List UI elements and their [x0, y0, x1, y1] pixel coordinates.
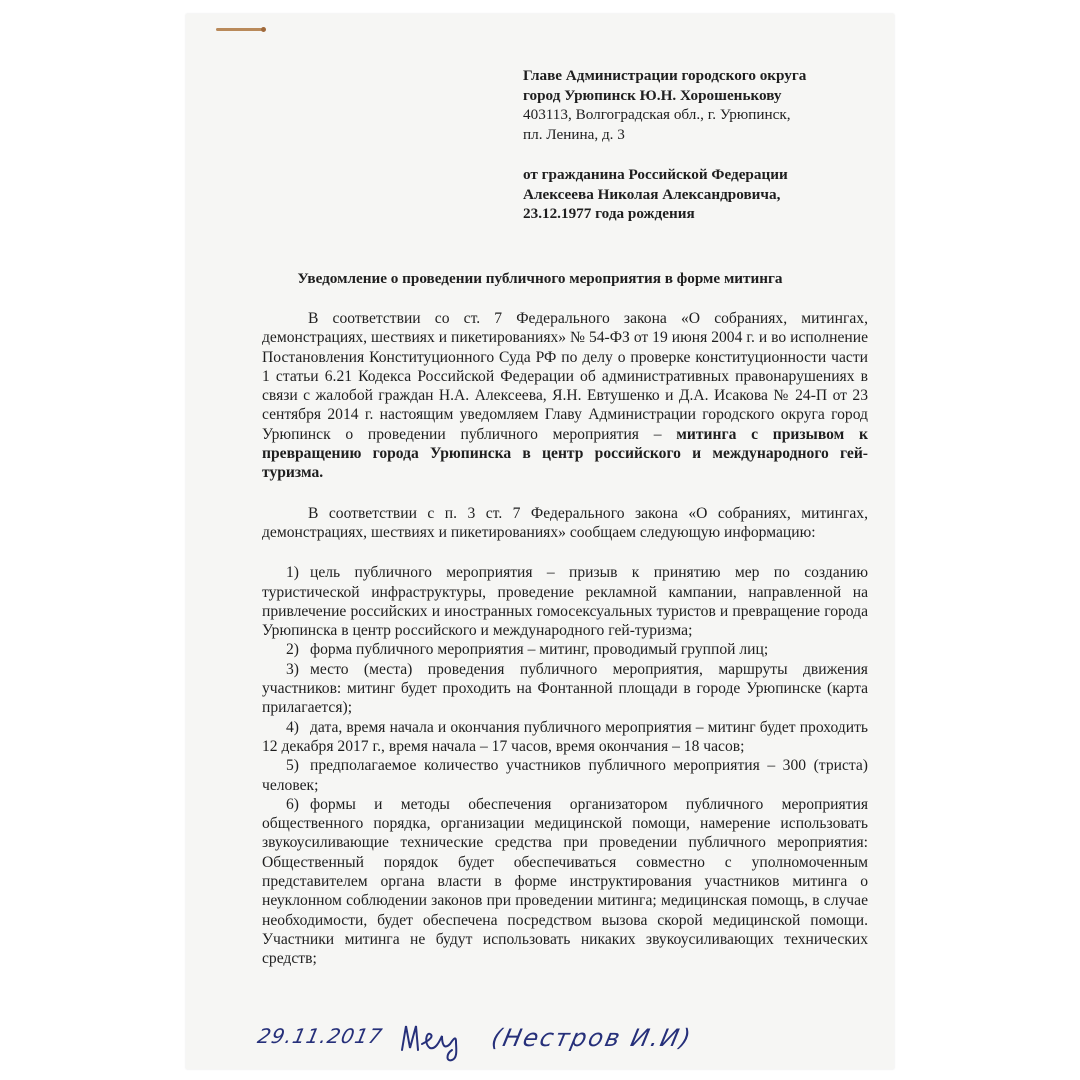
sender-line-3: 23.12.1977 года рождения	[523, 205, 695, 222]
addressee-line-2: город Урюпинск Ю.Н. Хорошенькову	[523, 86, 782, 104]
list-item-number: 2)	[286, 641, 299, 659]
paragraph-1-bold: митинга с призывом к превращению города Урюпинска в центр российского и международного гей-туризма.	[262, 425, 868, 482]
document-body	[262, 309, 868, 969]
list-item	[262, 563, 868, 640]
addressee-block	[523, 66, 863, 224]
sender-block	[523, 165, 863, 224]
sender-line-2: Алексеева Николая Александровича,	[523, 185, 781, 203]
addressee-line-4: пл. Ленина, д. 3	[523, 125, 625, 143]
info-list	[262, 563, 868, 968]
list-item-text: цель публичного мероприятия – призыв к принятию мер по созданию туристической инфраструктуры, проведение рекламной кампании, направленной на привлечение российских и иностранных гомосексуальных туристов и превращение города Урюпинска в центр российского и международного гей-туризма;	[262, 564, 868, 640]
list-item	[262, 756, 868, 795]
handwritten-date: 29.11.2017	[255, 1024, 386, 1048]
list-item	[262, 718, 868, 757]
list-item	[262, 795, 868, 969]
list-item	[262, 660, 868, 718]
list-item-number: 1)	[286, 564, 299, 582]
handwritten-name: (Нестров И.И)	[489, 1024, 695, 1052]
paragraph-2: В соответствии с п. 3 ст. 7 Федерального закона «О собраниях, митингах, демонстрациях, шествиях и пикетированиях» сообщаем следующую информацию:	[262, 504, 868, 541]
list-item-text: форма публичного мероприятия – митинг, проводимый группой лиц;	[310, 641, 769, 659]
document-title: Уведомление о проведении публичного мероприятия в форме митинга	[297, 270, 783, 287]
paragraph-1-text: В соответствии со ст. 7 Федерального закона «О собраниях, митингах, демонстрациях, шествиях и пикетированиях» № 54-ФЗ от 19 июня 2004 г. и во исполнение Постановления Конституционного Суда РФ по делу о проверке конституционности части 1 статьи 6.21 Кодекса Российской Федерации об административных правонарушениях в связи с жалобой граждан Н.А. Алексеева, Я.Н. Евтушенко и Д.А. Исакова № 24-П от 23 сентября 2014 г. настоящим уведомляем Главу Администрации городского округа город Урюпинск о проведении публичного мероприятия –	[262, 310, 868, 443]
sender-line-1: от гражданина Российской Федерации	[523, 166, 788, 183]
addressee-line-3: 403113, Волгоградская обл., г. Урюпинск,	[523, 106, 791, 123]
document-page	[186, 14, 894, 1069]
list-item-text: дата, время начала и окончания публичного мероприятия – митинг будет проходить 12 декабря 2017 г., время начала – 17 часов, время окончания – 18 часов;	[262, 718, 868, 755]
list-item-number: 5)	[286, 757, 299, 775]
list-item	[262, 640, 868, 659]
staple-mark	[216, 28, 262, 31]
list-item-number: 3)	[286, 660, 299, 678]
list-item-number: 6)	[286, 795, 299, 813]
list-item-text: формы и методы обеспечения организатором публичного мероприятия общественного порядка, организации медицинской помощи, намерение использовать звукоусиливающие технические средства при проведении публичного мероприятия: Общественный порядок будет обеспечиваться совместно с уполномоченным представителем органа власти в форме инструктирования участников митинга о неуклонном соблюдении законов при проведении митинга; медицинская помощь, в случае необходимости, будет обеспечена посредством вызова скорой медицинской помощи. Участники митинга не будут использовать никаких звукоусиливающих технических средств;	[262, 795, 868, 968]
list-item-number: 4)	[286, 718, 299, 736]
list-item-text: место (места) проведения публичного мероприятия, маршруты движения участников: митинг будет проходить на Фонтанной площади в городе Урюпинске (карта прилагается);	[262, 660, 868, 717]
signature-mark	[396, 1014, 486, 1064]
addressee-line-1: Главе Администрации городского округа	[523, 67, 807, 84]
paragraph-1	[262, 309, 868, 483]
list-item-text: предполагаемое количество участников публичного мероприятия – 300 (триста) человек;	[262, 757, 868, 794]
